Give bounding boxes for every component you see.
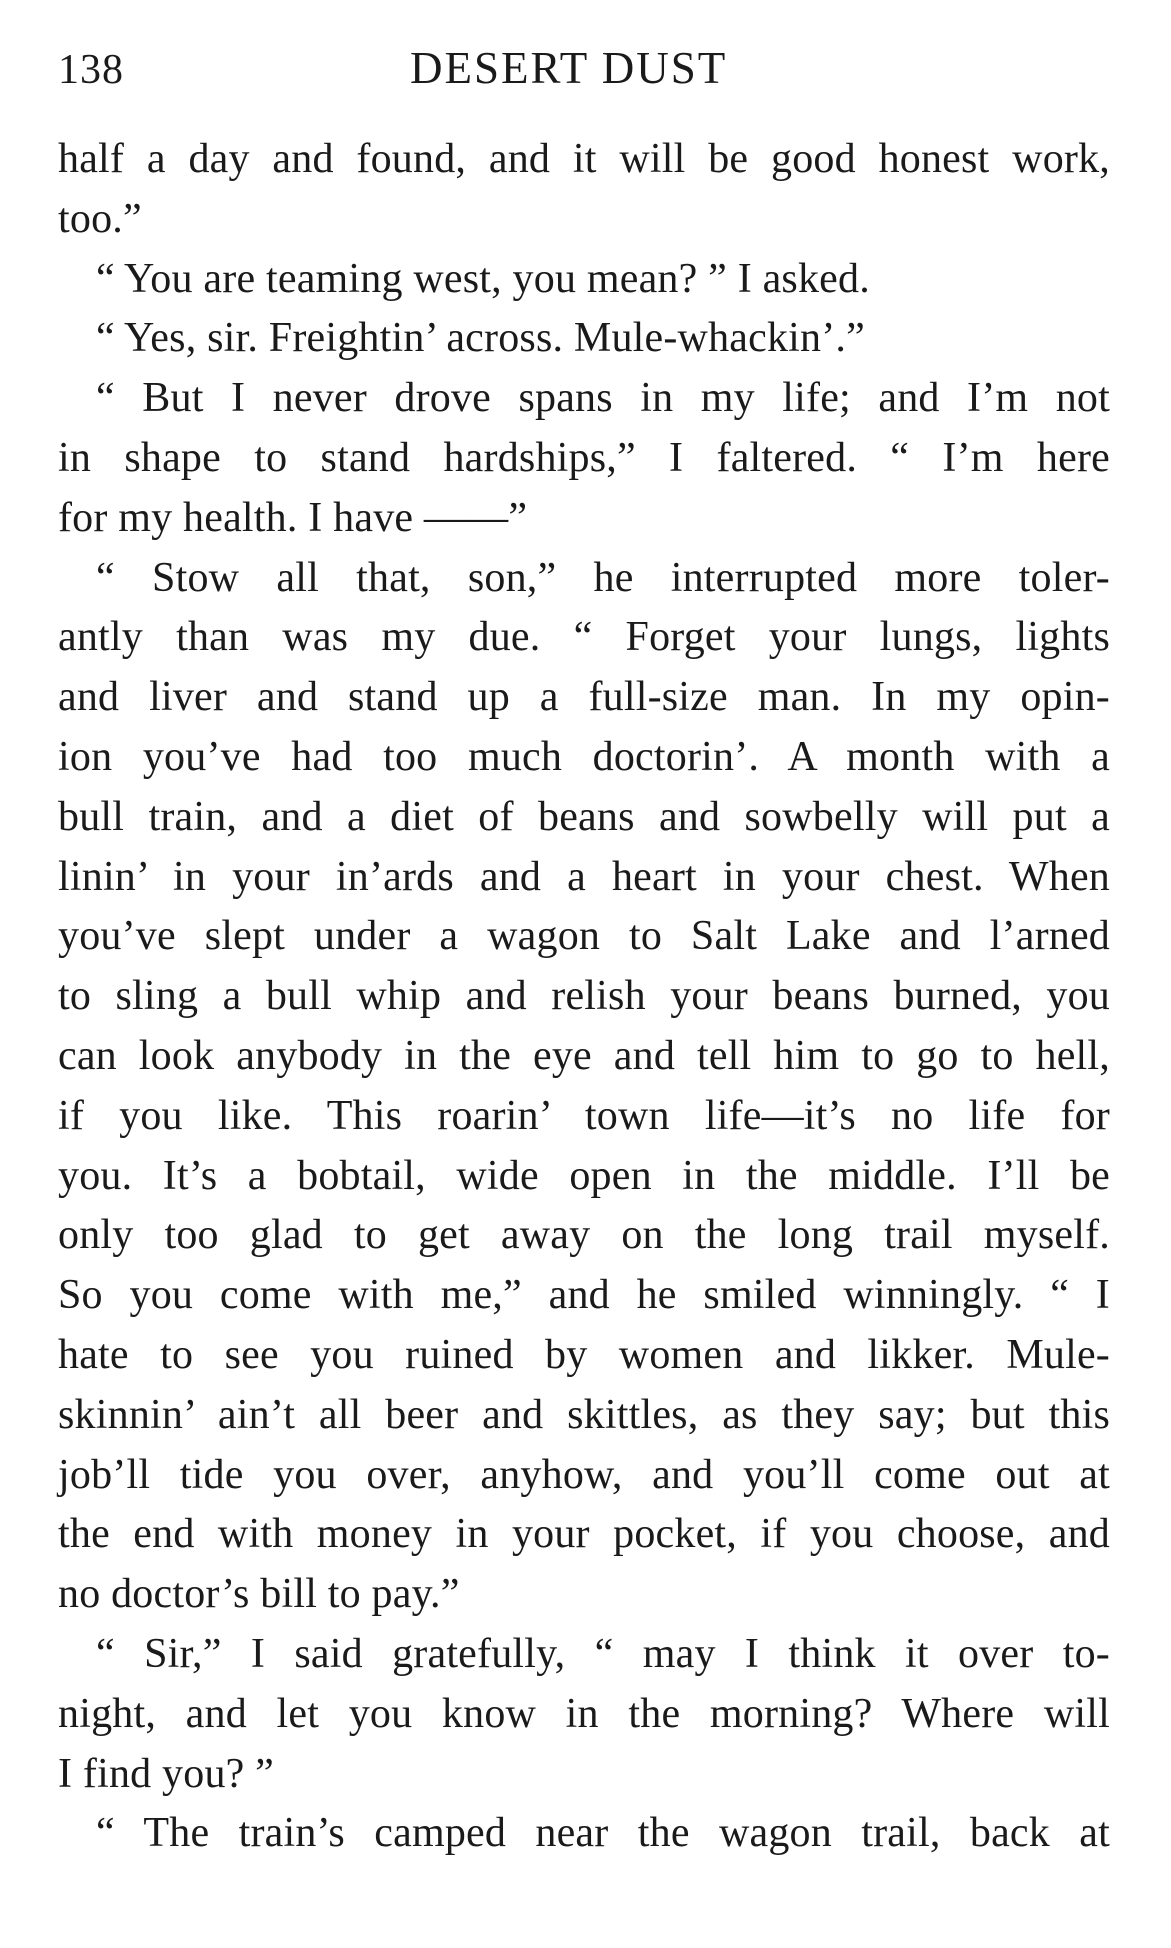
text-line: no doctor’s bill to pay.” [58,1571,460,1618]
text-line: night, and let you know in the morning? Where will [58,1690,1110,1737]
text-line: ion you’ve had too much doctorin’. A month with a [58,733,1110,780]
text-line: “ The train’s camped near the wagon trail, back at [96,1810,1110,1857]
page-number: 138 [58,47,124,93]
text-line: “ Stow all that, son,” he interrupted more toler- [96,554,1110,601]
text-line: you. It’s a bobtail, wide open in the middle. I’ll be [58,1152,1110,1199]
text-line: to sling a bull whip and relish your beans burned, you [58,973,1110,1020]
text-line: job’ll tide you over, anyhow, and you’ll come out at [58,1451,1110,1498]
text-line: I find you? ” [58,1750,275,1797]
text-line: too.” [58,195,142,242]
text-line: skinnin’ ain’t all beer and skittles, as they say; but this [58,1391,1110,1438]
text-line: can look anybody in the eye and tell him to go to hell, [58,1032,1110,1079]
text-line: the end with money in your pocket, if you choose, and [58,1511,1110,1558]
text-line: “ But I never drove spans in my life; and I’m not [96,375,1110,422]
text-line: if you like. This roarin’ town life—it’s no life for [58,1092,1110,1139]
text-line: linin’ in your in’ards and a heart in your chest. When [58,853,1110,900]
text-line: for my health. I have ——” [58,494,528,541]
text-line: So you come with me,” and he smiled winningly. “ I [58,1272,1110,1319]
text-line: “ Yes, sir. Freightin’ across. Mule-whackin’.” [96,315,865,362]
page-header [58,38,1110,110]
text-line: bull train, and a diet of beans and sowbelly will put a [58,793,1110,840]
text-line: and liver and stand up a full-size man. In my opin- [58,674,1110,721]
text-line: in shape to stand hardships,” I faltered. “ I’m here [58,434,1110,481]
body-text [58,130,1110,1864]
text-line: only too glad to get away on the long trail myself. [58,1212,1110,1259]
book-page [58,38,1110,1864]
running-title: DESERT DUST [410,43,728,93]
text-line: half a day and found, and it will be good honest work, [58,136,1110,182]
text-line: “ You are teaming west, you mean? ” I asked. [96,255,870,302]
text-line: hate to see you ruined by women and likker. Mule- [58,1331,1110,1378]
text-line: you’ve slept under a wagon to Salt Lake and l’arned [58,913,1110,960]
text-line: antly than was my due. “ Forget your lungs, lights [58,614,1110,661]
text-line: “ Sir,” I said gratefully, “ may I think it over to- [96,1630,1110,1677]
